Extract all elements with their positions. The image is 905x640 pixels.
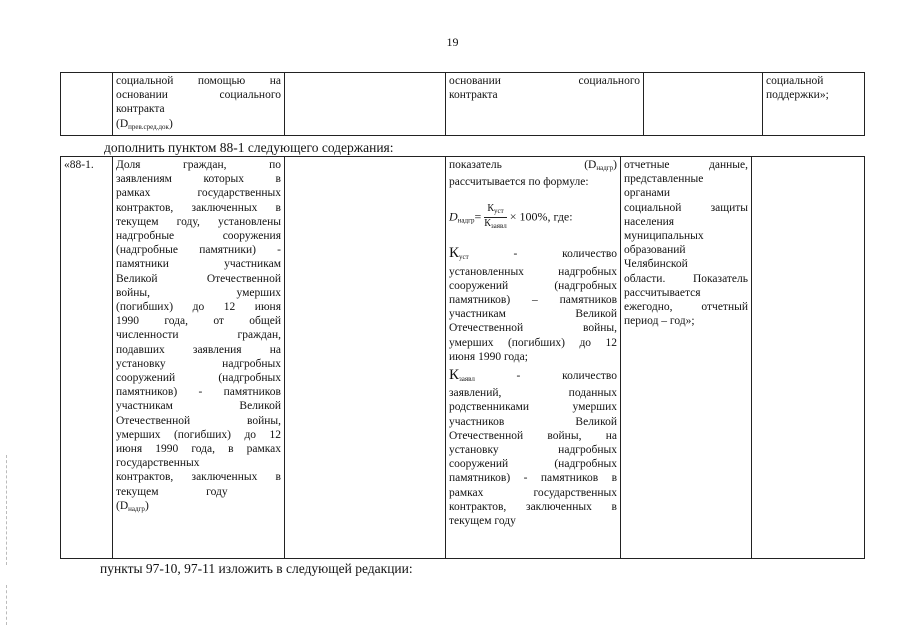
margin-mark [6,585,8,625]
k2-line: текущем году [449,515,516,528]
top-cell-name [113,73,285,136]
source-line: отчетные данные, [624,159,748,171]
name-line: заявлениям которых в [116,173,281,186]
top-cell-empty [285,73,446,136]
source-line: образований [624,244,686,257]
source-line: населения [624,215,675,228]
row-number: «88-1. [61,157,113,559]
k2-line: заявлений, поданных [449,387,617,400]
top-name-line: основании социального [116,89,281,102]
name-line: войны, умерших [116,286,281,299]
k2-line: родственниками умерших [449,401,617,414]
name-line: июня 1990 года, в рамках [116,443,281,456]
k2-line: памятников) - памятников в [449,472,617,485]
formula-fraction: $\frac{К_{уст}}{К_{заявл}}$ [484,203,507,231]
page-number: 19 [446,35,459,49]
name-line: надгробные сооружения [116,230,281,243]
name-line: установку надгробных [116,357,281,370]
name-line: участникам Великой [116,400,281,413]
note-cell [752,157,865,559]
top-note-line: поддержки»; [766,89,829,102]
top-cell-source [644,73,763,136]
k1-line: июня 1990 года; [449,350,528,363]
source-line: органами [624,187,671,200]
name-line: (надгробные памятники) - [116,244,281,257]
name-line: (погибших) до 12 июня [116,301,281,314]
top-name-code: $(D_{прев.сред.док})$ [116,117,173,131]
main-table [60,156,865,559]
name-code: $(D_{надгр})$ [116,499,149,513]
k1-line: участникам Великой [449,308,617,321]
name-line: Великой Отечественной [116,272,281,285]
indicator-name [113,157,285,559]
source-line: социальной защиты [624,201,748,214]
k2-line: сооружений (надгробных [449,458,617,471]
k2-definition: $К_{заявл}$ - количество [449,367,618,384]
k2-line: Отечественной войны, на [449,429,617,442]
source-line: ежегодно, отчетный [624,301,748,314]
top-calc-line: контракта [449,89,498,102]
margin-mark [6,455,8,565]
source-line: рассчитывается [624,286,701,299]
empty-cell [285,157,446,559]
top-cell-note [763,73,865,136]
calculation-method [446,157,621,559]
k1-line: памятников) – памятников [449,294,617,307]
name-line: 1990 года, от общей [116,315,281,328]
name-line: текущем году [116,485,228,498]
name-line: текущем году, установлены [116,215,281,228]
source-line: области. Показатель [624,272,748,285]
name-line: умерших (погибших) до 12 [116,428,281,441]
top-note-line: социальной [766,75,824,87]
source-line: представленные [624,173,704,186]
calc-intro-2: рассчитывается по формуле: [449,176,589,189]
source-line: Челябинской [624,258,688,271]
source-line: муниципальных [624,230,704,243]
name-line: Доля граждан, по [116,159,281,171]
calc-intro: показатель $(D_{надгр})$ [449,159,617,172]
k1-line: умерших (погибших) до 12 [449,336,617,349]
k2-line: участников Великой [449,415,617,428]
name-line: рамках государственных [116,187,281,200]
name-line: Отечественной войны, [116,414,281,427]
top-name-line: социальной помощью на [116,75,281,87]
source-line: период – год»; [624,315,695,328]
name-line: государственных [116,457,200,470]
name-line: контрактов, заключенных в [116,471,281,484]
k2-line: установку надгробных [449,444,617,457]
k2-line: рамках государственных [449,486,617,499]
top-cell-calc [446,73,644,136]
intro-line: дополнить пунктом 88-1 следующего содержания: [104,140,394,155]
name-line: численности граждан, [116,329,281,342]
top-name-line: контракта [116,103,165,116]
k1-definition: $К_{уст}$ - количество [449,245,617,262]
top-calc-line: основании социального [449,75,640,87]
top-cell-number [61,73,113,136]
outro-line: пункты 97-10, 97-11 изложить в следующей редакции: [100,561,413,576]
name-line: сооружений (надгробных [116,372,281,385]
name-line: контрактов, заключенных в [116,201,281,214]
name-line: памятников) - памятников [116,386,281,399]
top-table [60,72,865,136]
formula: $D_{надгр}=$ $\frac{К_{уст}}{К_{заявл}}$ × 100%, где: [449,203,573,231]
name-line: подавших заявления на [116,343,281,356]
k2-line: контрактов, заключенных в [449,500,617,513]
name-line: памятники участникам [116,258,281,271]
data-source [621,157,752,559]
k1-line: установленных надгробных [449,265,617,278]
k1-line: Отечественной войны, [449,322,617,335]
k1-line: сооружений (надгробных [449,279,617,292]
